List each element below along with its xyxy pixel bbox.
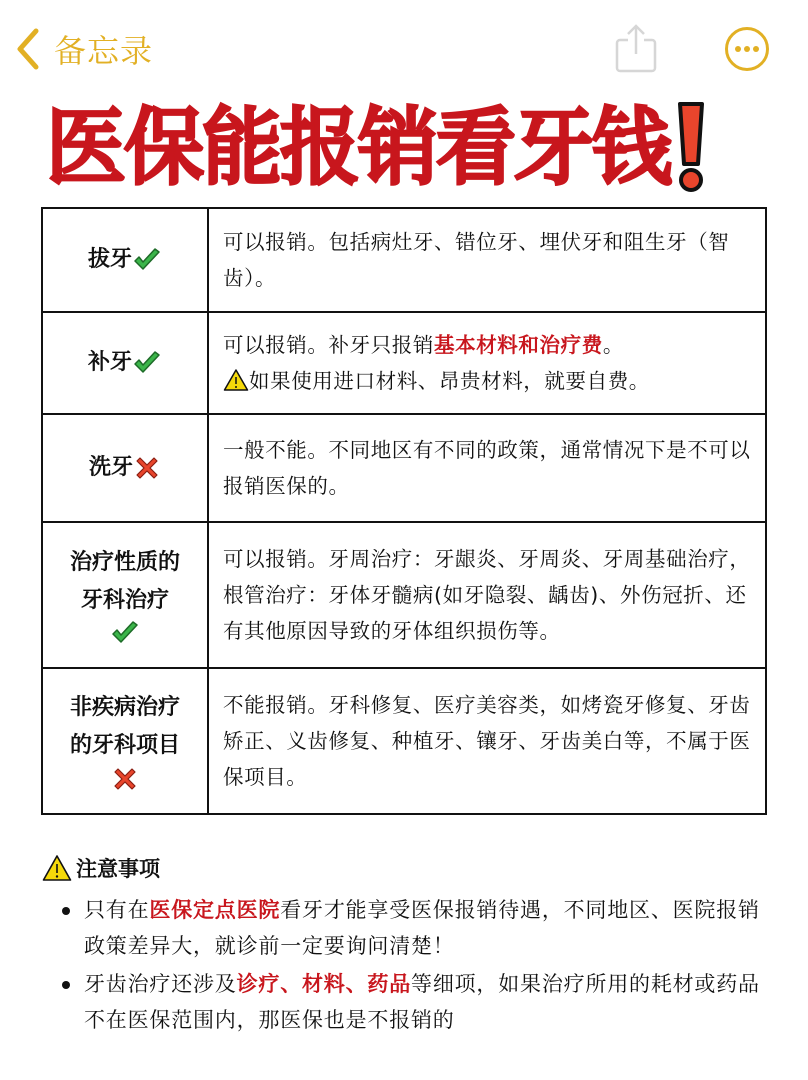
category-label: 洗牙 xyxy=(88,455,133,480)
category-cell xyxy=(42,208,208,312)
description-text: 。 xyxy=(602,333,624,357)
check-icon xyxy=(132,247,162,273)
back-label: 备忘录 xyxy=(54,32,154,70)
description-cell: 可以报销。牙周治疗：牙龈炎、牙周炎、牙周基础治疗，根管治疗：牙体牙髓病(如牙隐裂、龋齿)、外伤冠折、还有其他原因导致的牙体组织损伤等。 xyxy=(208,522,766,668)
description-cell: 可以报销。包括病灶牙、错位牙、埋伏牙和阻生牙（智齿）。 xyxy=(208,208,766,312)
category-cell xyxy=(42,522,208,668)
note-text: 看牙才能享受医保报销待遇，不同地区、医院报销政策差异大，就诊前一定要询问清楚！ xyxy=(84,898,760,958)
note-text: 牙齿治疗还涉及 xyxy=(84,972,237,996)
table-row xyxy=(42,414,766,522)
chevron-left-icon xyxy=(14,27,40,71)
list-item xyxy=(42,966,772,1038)
description-text: 可以报销。补牙只报销 xyxy=(223,333,434,357)
check-icon xyxy=(132,350,162,376)
share-icon xyxy=(614,22,658,74)
share-button[interactable] xyxy=(614,22,658,74)
category-cell xyxy=(42,668,208,814)
check-icon xyxy=(110,620,140,646)
highlight-text: 基本材料和治疗费 xyxy=(434,333,603,357)
top-navigation-bar xyxy=(0,0,808,96)
description-cell: 不能报销。牙科修复、医疗美容类，如烤瓷牙修复、牙齿矫正、义齿修复、种植牙、镶牙、牙齿美白等，不属于医保项目。 xyxy=(208,668,766,814)
notes-list xyxy=(42,892,772,1038)
table-row xyxy=(42,208,766,312)
more-options-button[interactable] xyxy=(724,26,770,72)
exclamation-icon xyxy=(676,102,706,194)
category-label: 补牙 xyxy=(87,350,132,375)
notes-title xyxy=(42,850,772,886)
notes-section xyxy=(42,850,772,1040)
category-label-line-2: 牙科治疗 xyxy=(80,588,169,613)
warning-icon xyxy=(42,854,72,882)
description-cell: 一般不能。不同地区有不同的政策，通常情况下是不可以报销医保的。 xyxy=(208,414,766,522)
list-item xyxy=(42,892,772,964)
headline xyxy=(46,100,766,196)
headline-text: 医保能报销看牙钱 xyxy=(46,98,670,197)
category-label-line-2: 的牙科项目 xyxy=(69,733,180,758)
note-text: 等细项，如果治疗所用的耗材或药品不在医保范围内，那医保也是不报销的 xyxy=(84,972,760,1032)
category-cell xyxy=(42,312,208,414)
table-row xyxy=(42,312,766,414)
highlight-text: 医保定点医院 xyxy=(149,898,281,922)
bullet-icon xyxy=(62,981,70,989)
description-text: 如果使用进口材料、昂贵材料，就要自费。 xyxy=(249,369,650,393)
bullet-icon xyxy=(62,907,70,915)
table-row xyxy=(42,668,766,814)
notes-title-text: 注意事项 xyxy=(76,857,160,881)
note-text: 只有在 xyxy=(84,898,150,922)
category-label: 拔牙 xyxy=(87,247,132,272)
ellipsis-circle-icon xyxy=(724,26,770,72)
highlight-text: 诊疗、材料、药品 xyxy=(236,972,412,996)
category-label-line-1: 治疗性质的 xyxy=(69,550,180,575)
category-cell xyxy=(42,414,208,522)
reimbursement-table xyxy=(41,207,767,815)
warning-icon xyxy=(223,368,249,392)
cross-icon xyxy=(133,454,161,482)
table-row xyxy=(42,522,766,668)
category-label-line-1: 非疾病治疗 xyxy=(69,695,180,720)
cross-icon xyxy=(111,765,139,793)
description-cell xyxy=(208,312,766,414)
back-button[interactable] xyxy=(14,26,153,72)
